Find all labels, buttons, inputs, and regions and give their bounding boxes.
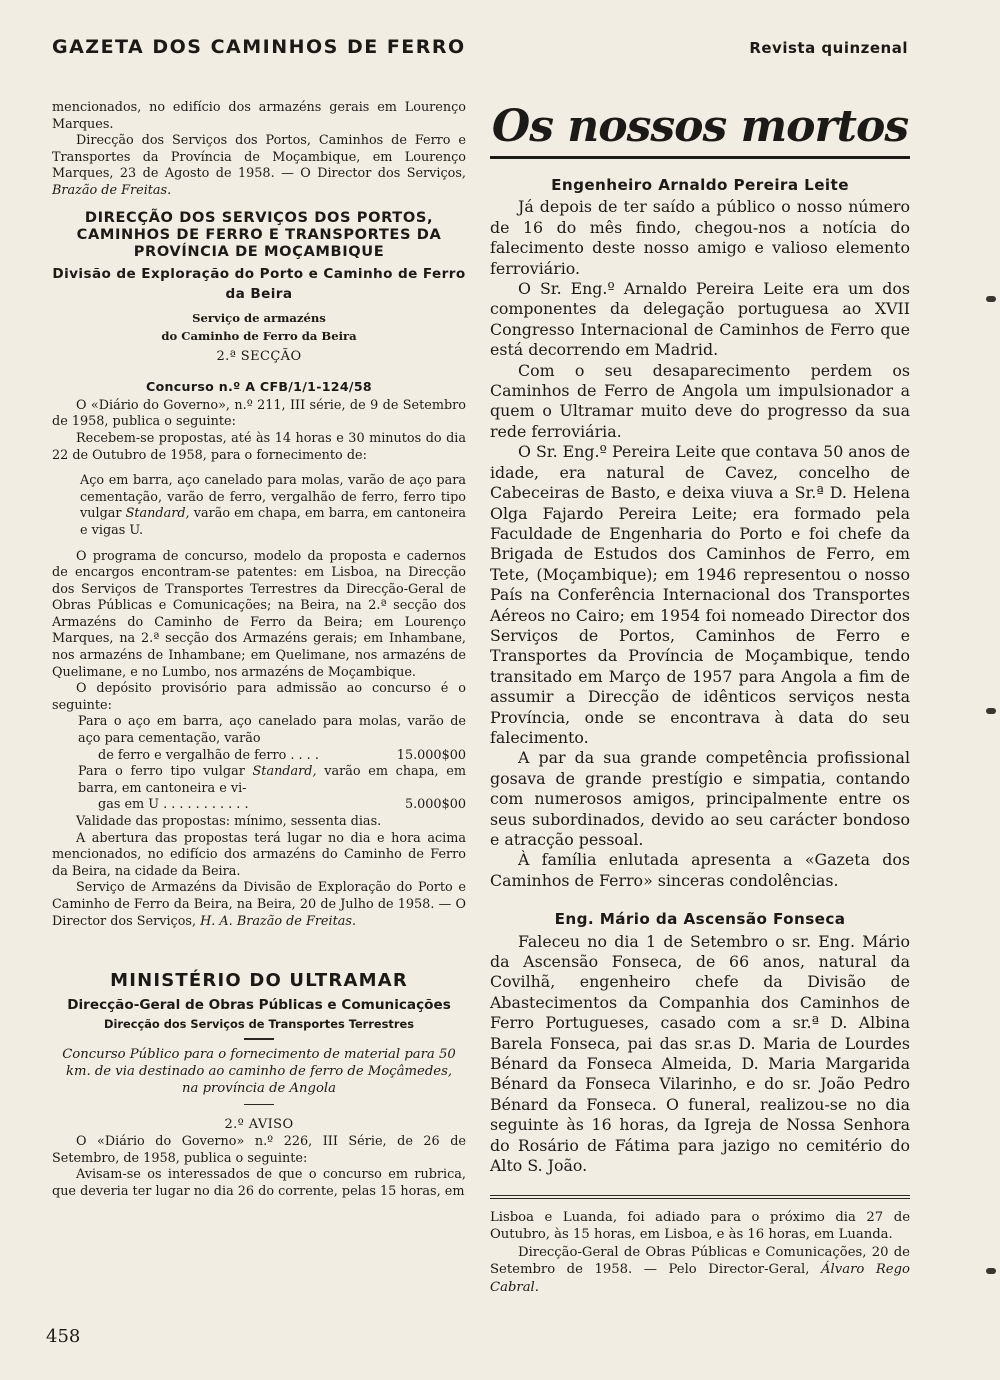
text: Standard, [252,764,317,780]
tender-subject: Concurso Público para o fornecimento de material para 50 km. de via destinado ao caminho de ferro de Moçâmedes, na província de Angola [62,1046,456,1097]
service-heading [52,309,466,345]
text: Standard, [125,506,190,522]
paragraph: O depósito provisório para admissão ao concurso é o seguinte: [52,681,466,713]
divider [244,1104,274,1106]
text: gas em U . . . . . . . . . . . [98,797,249,813]
signature: Brazão de Freitas. [52,182,172,198]
obituary-name: Engenheiro Arnaldo Pereira Leite [551,176,849,194]
paragraph: O programa de concurso, modelo da proposta e cadernos de encargos encontram-se patentes: em Lisboa, na Direcção dos Serviços de Transportes Terrestres da Direcção-Geral de Obras Públicas e Comunicações; na Beira, na 2.ª secção dos Armazéns do Caminho de Ferro da Beira; em Lourenço Marques, na 2.ª secção dos Armazéns gerais; em Inhambane, nos armazéns de Inhambane; em Quelimane, nos armazéns de Quelimane, e no Lumbo, nos armazéns de Moçambique. [52,548,466,680]
text: Aço em barra, aço canelado para molas, varão de aço para cementação, varão de ferro, vergalhão de ferro, ferro tipo vulgar [80,473,466,522]
division-heading: Divisão de Exploração do Porto e Caminho de Ferro da Beira [52,265,466,302]
paragraph: A abertura das propostas terá lugar no dia e hora acima mencionados, no edifício dos armazéns do Caminho de Ferro da Beira, na cidade da Beira. [52,830,466,879]
signature: H. A. Brazão de Freitas. [200,913,357,929]
binding-mark [986,708,996,714]
paragraph: Validade das propostas: mínimo, sessenta dias. [76,814,382,829]
obituary-masthead: Os nossos mortos [491,101,909,152]
amount: 15.000$00 [396,747,466,763]
divider [244,1038,274,1040]
deposit-price-line [98,748,466,765]
text: Serviço de armazéns [192,310,326,325]
text: Direcção dos Serviços dos Portos, Caminhos de Ferro e Transportes da Província de Moçambique, em Lourenço Marques, 23 de Agosto de 1958. — O Director dos Serviços, [52,133,466,182]
text: Direcção-Geral de Obras Públicas e Comunicações, 20 de Setembro de 1958. — Pelo Director-Geral, [490,1244,910,1278]
paragraph: Já depois de ter saído a público o nosso número de 16 do mês findo, chegou-nos a notícia do falecimento deste nosso amigo e valioso elemento ferroviário. [490,197,910,278]
paragraph: O Sr. Eng.º Arnaldo Pereira Leite era um dos componentes da delegação portuguesa ao XVII Congresso Internacional de Caminhos de Ferro que está decorrendo em Madrid. [490,279,910,360]
text: de ferro e vergalhão de ferro . . . . [98,747,319,763]
paragraph: Avisam-se os interessados de que o concurso em rubrica, que deveria ter lugar no dia 26 do corrente, pelas 15 horas, em [52,1167,466,1199]
paragraph: Com o seu desaparecimento perdem os Caminhos de Ferro de Angola um impulsionador a quem o Ultramar muito deve do progresso da sua rede ferroviária. [490,360,910,441]
paragraph [52,133,466,199]
binding-mark [986,296,996,302]
text: varão em chapa, em barra, em cantoneira e vigas U. [80,506,466,538]
deposit-price-line [98,797,466,814]
paragraph [490,1244,910,1297]
page-number: 458 [46,1326,81,1347]
masthead-rule [490,156,910,159]
obituary-name: Eng. Mário da Ascensão Fonseca [554,910,846,929]
text: do Caminho de Ferro da Beira [161,328,357,343]
directorate-heading: DIRECÇÃO DOS SERVIÇOS DOS PORTOS, CAMINHOS DE FERRO E TRANSPORTES DA PROVÍNCIA DE MOÇAMBIQUE [76,208,442,260]
deposit-item: Para o aço em barra, aço canelado para molas, varão de aço para cementação, varão [78,714,466,747]
running-head [52,36,908,62]
section-label: 2.ª SECÇÃO [216,348,302,364]
signature: Álvaro Rego Cabral. [490,1262,910,1295]
paragraph: O Sr. Eng.º Pereira Leite que contava 50 anos de idade, era natural de Cavez, concelho de Cabeceiras de Basto, e deixa viuva a Sr.ª D. Helena Olga Fajardo Pereira Leite; era formado pela Faculdade de Engenharia do Porto e foi chefe da Brigada de Estudos dos Caminhos de Ferro, em Tete, (Moçambique); em 1946 representou o nosso País na Conferência Internacional dos Transportes Aéreos no Cairo; em 1954 foi nomeado Director dos Serviços de Portos, Caminhos de Ferro e Transportes da Província de Moçambique, tendo transitado em Março de 1957 para Angola a fim de assumir a Direcção de idênticos serviços nesta Província, onde se encontrava à data do seu falecimento. [490,442,910,747]
ministry-heading: MINISTÉRIO DO ULTRAMAR [110,970,408,992]
journal-title: GAZETA DOS CAMINHOS DE FERRO [52,36,466,58]
paragraph: mencionados, no edifício dos armazéns gerais em Lourenço Marques. [52,100,466,132]
paragraph: O «Diário do Governo», n.º 211, III série, de 9 de Setembro de 1958, publica o seguinte: [52,397,466,430]
paragraph [52,880,466,930]
text: varão em chapa, em barra, em cantoneira e vi- [78,764,466,796]
paragraph: O «Diário do Governo» n.º 226, III Série, de 26 de Setembro, de 1958, publica o seguinte: [52,1133,466,1166]
amount: 5.000$00 [404,797,466,813]
left-column [52,100,466,1300]
paragraph: Lisboa e Luanda, foi adiado para o próximo dia 27 de Outubro, às 15 horas, em Lisboa, e às 16 horas, em Luanda. [490,1209,910,1243]
paragraph: A par da sua grande competência profissional gosava de grande prestígio e simpatia, contando com numerosos amigos, principalmente entre os seus subordinados, devido ao seu carácter bondoso e atracção pessoal. [490,748,910,849]
paragraph: Recebem-se propostas, até às 14 horas e 30 minutos do dia 22 de Outubro de 1958, para o fornecimento de: [52,430,466,463]
paragraph: À família enlutada apresenta a «Gazeta dos Caminhos de Ferro» sinceras condolências. [490,850,910,890]
notice-label: 2.º AVISO [224,1117,294,1133]
services-heading: Direcção dos Serviços de Transportes Terrestres [104,1017,414,1032]
binding-mark [986,1268,996,1274]
deposit-item [78,764,466,797]
paragraph: Faleceu no dia 1 de Setembro o sr. Eng. Mário da Ascensão Fonseca, de 66 anos, natural da Covilhã, engenheiro chefe da Divisão de Abastecimentos da Companhia dos Caminhos de Ferro Portugueses, casado com a sr.ª D. Albina Barela Fonseca, pai das sr.as D. Maria de Lourdes Bénard da Fonseca Almeida, D. Maria Margarida Bénard da Fonseca Vilarinho, e do sr. João Pedro Bénard da Fonseca. O funeral, realizou-se no dia seguinte às 16 horas, da Igreja de Nossa Senhora do Rosário de Fátima para jazigo no cemitério do Alto S. João. [490,931,910,1176]
journal-subtitle: Revista quinzenal [749,39,908,57]
directorate-general-heading: Direcção-Geral de Obras Públicas e Comunicações [67,997,451,1014]
double-rule [490,1195,910,1199]
tender-heading: Concurso n.º A CFB/1/1-124/58 [146,379,372,395]
text: Serviço de Armazéns da Divisão de Exploração do Porto e Caminho de Ferro da Beira, na Beira, 20 de Julho de 1958. — O Director dos Serviços, [52,880,466,929]
materials-list [80,473,466,539]
text: Para o ferro tipo vulgar [78,764,245,780]
right-column [490,100,910,1300]
